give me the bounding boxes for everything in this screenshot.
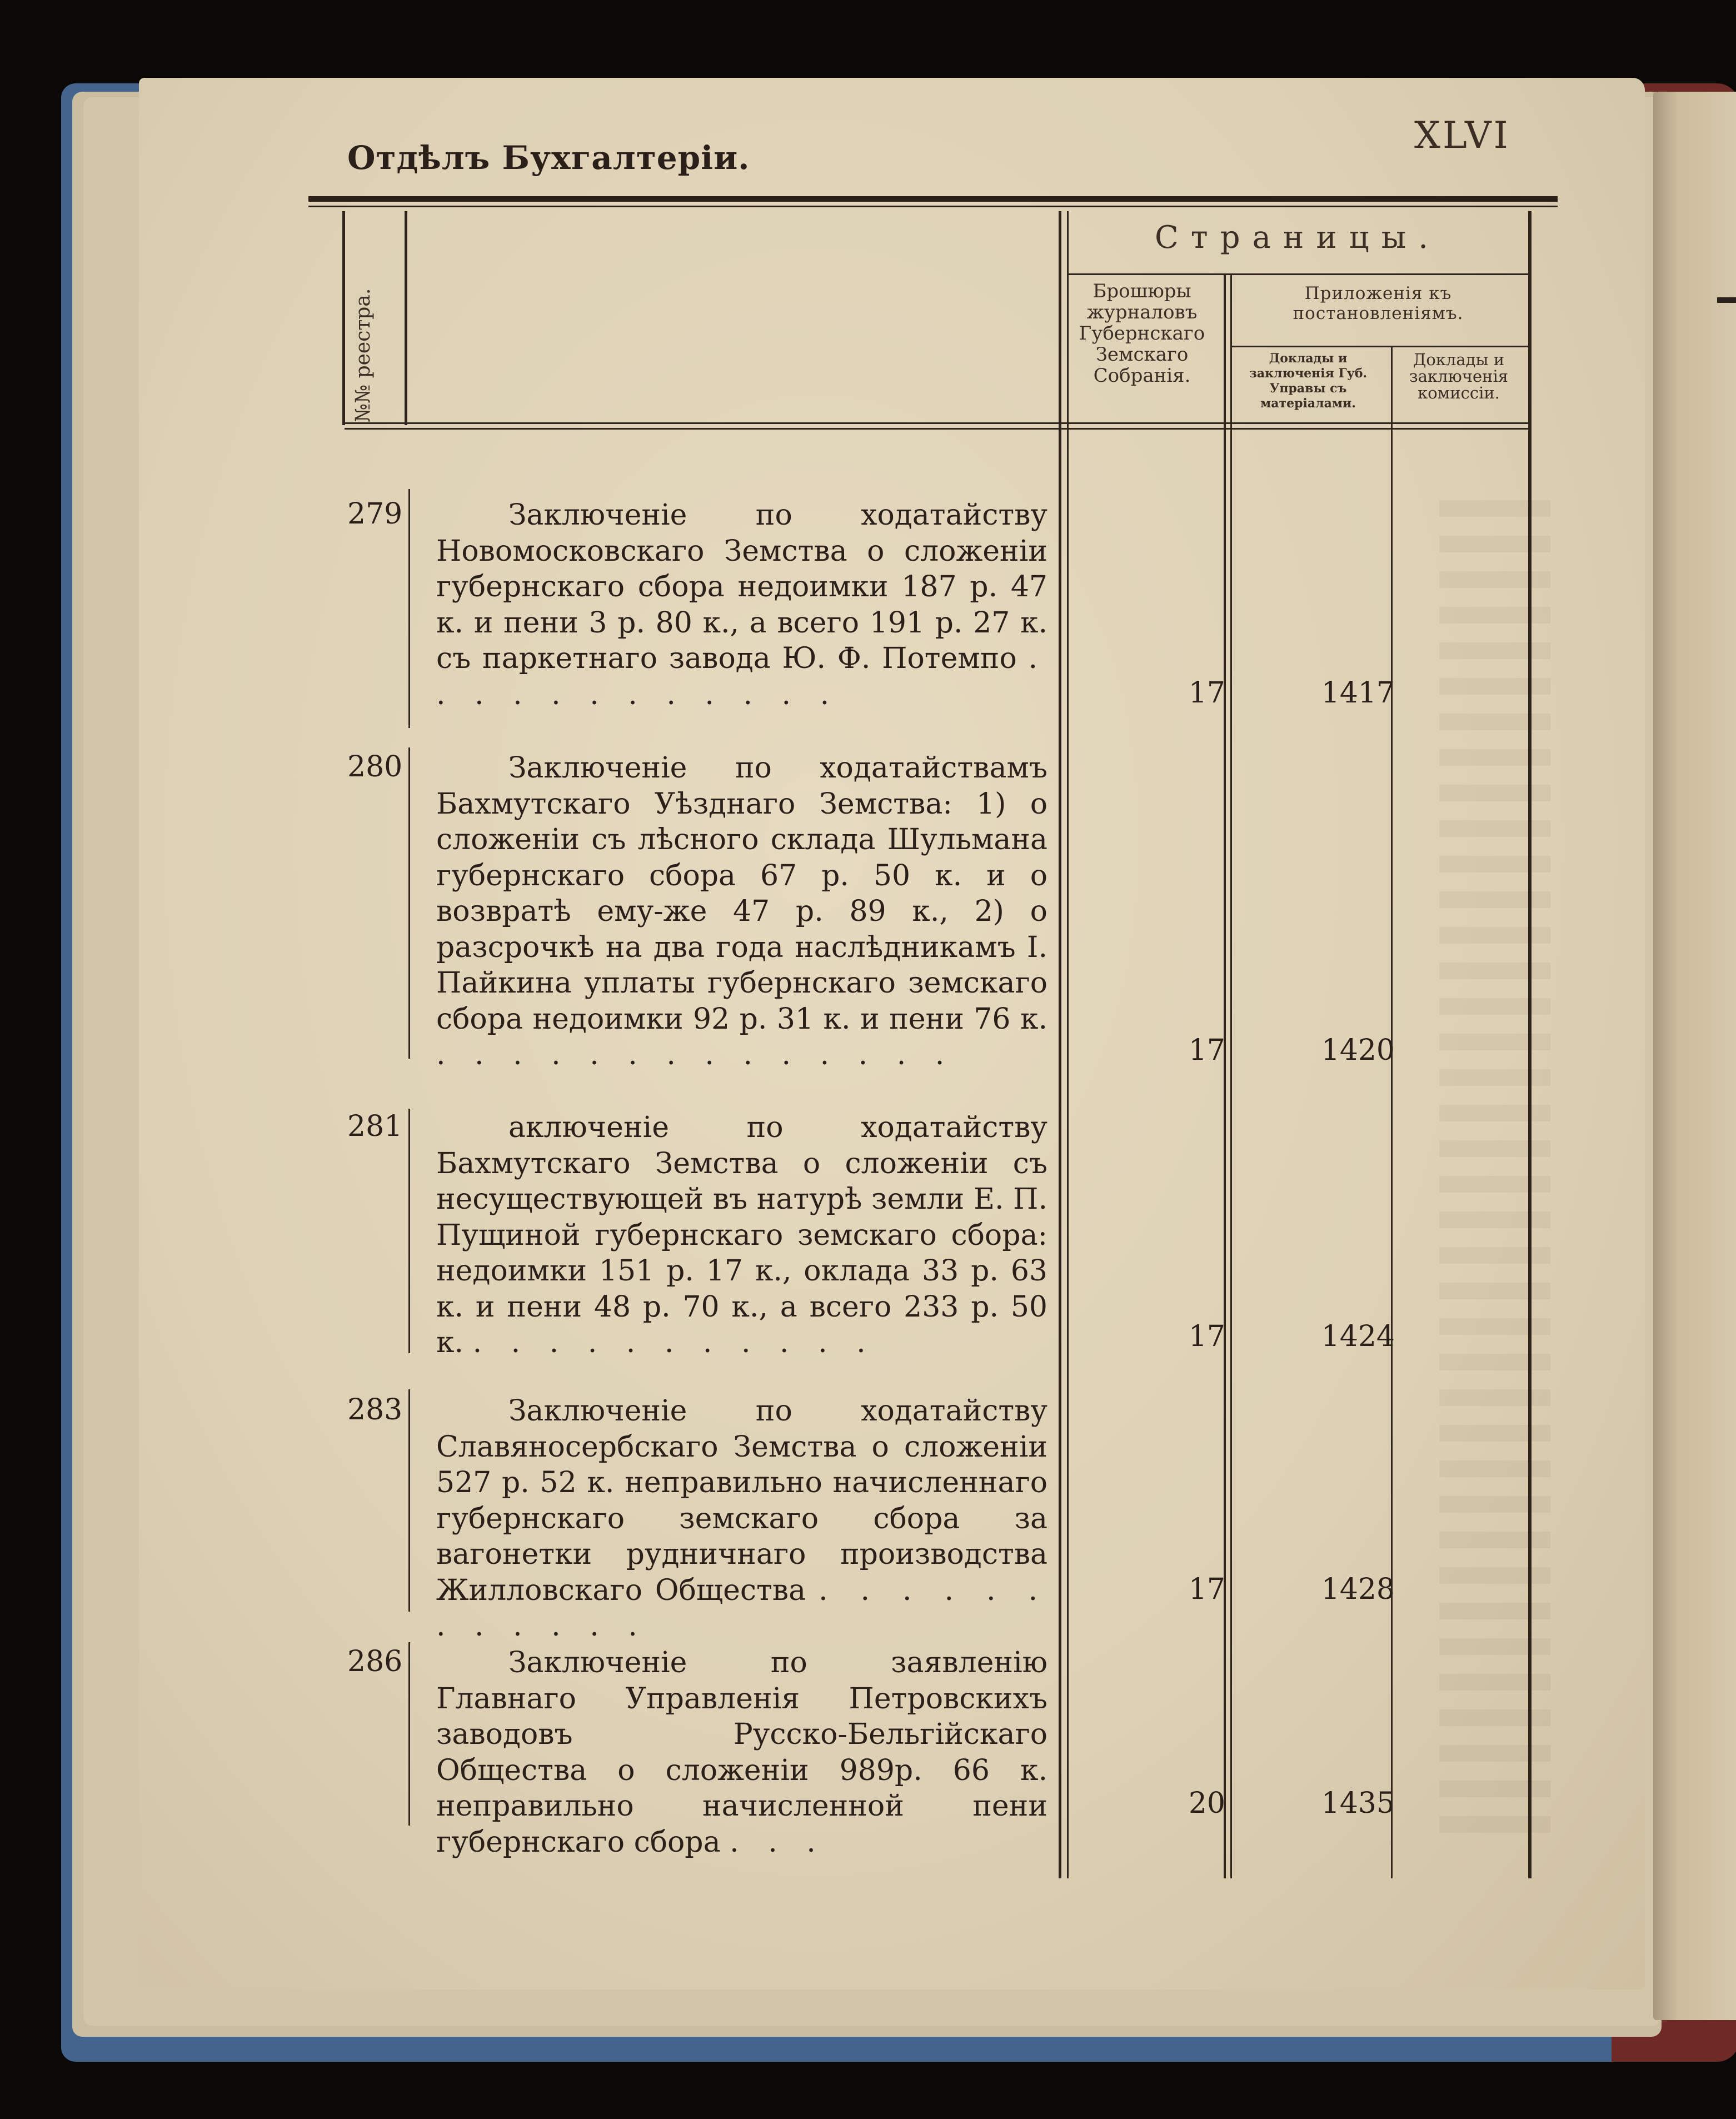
entry-description bbox=[436, 750, 1047, 1073]
header-divider-appendices bbox=[1231, 346, 1528, 347]
entry-leader-dots: . . . . . . . . . . . . . . bbox=[436, 1038, 955, 1071]
brochure-page: 17 bbox=[1188, 1320, 1225, 1353]
column-divider-brochures-double bbox=[1230, 275, 1232, 1878]
entry-number: 280 bbox=[347, 750, 403, 784]
entry-text: Заключеніе по ходатайствамъ Бахмутскаго Уѣзднаго Земства: 1) о сложеніи съ лѣсного склада Шульмана губернскаго сбора 67 р. 50 к. и о возвратѣ ему-же 47 р. 89 к., 2) о разсрочкѣ на два года наслѣдникамъ І. Пайкина уплаты губернскаго земскаго сбора недоимки 92 р. 31 к. и пени 76 к. bbox=[436, 751, 1047, 1036]
brochure-page: 17 bbox=[1188, 1034, 1225, 1067]
header-bottom-rule bbox=[345, 422, 1528, 424]
brochure-page: 20 bbox=[1188, 1787, 1225, 1820]
column-divider-brochures bbox=[1224, 275, 1226, 1878]
entry-leader-dots: . . . . . . . . . . . . bbox=[436, 642, 1047, 711]
appendix-page: 1420 bbox=[1321, 1034, 1395, 1067]
header-reports-uprava: Доклады и заключенія Губ. Управы съ матеріалами. bbox=[1249, 351, 1368, 411]
header-reports-commission: Доклады и заключенія комиссіи. bbox=[1409, 350, 1509, 402]
entry-leader-dots: . . . bbox=[730, 1825, 826, 1859]
header-bottom-rule-double bbox=[345, 428, 1528, 430]
page-number: XLVI bbox=[1414, 114, 1510, 157]
appendix-page: 1428 bbox=[1321, 1573, 1395, 1606]
running-head: Отдѣлъ Бухгалтеріи. bbox=[347, 139, 750, 177]
entry-description bbox=[436, 497, 1047, 712]
header-pages: Страницы. bbox=[1154, 220, 1441, 256]
entry-text: Заключеніе по ходатайству Славяносербскаго Земства о сложеніи 527 р. 52 к. неправильно начисленнаго губернскаго земскаго сбора за вагонетки рудничнаго производства Жилловскаго Общества bbox=[436, 1394, 1047, 1607]
show-through bbox=[1439, 500, 1550, 1834]
appendix-page: 1435 bbox=[1321, 1787, 1395, 1820]
column-divider-text bbox=[1059, 211, 1061, 1878]
entry-number-rule bbox=[408, 1642, 410, 1826]
entry-number-rule bbox=[408, 747, 410, 1059]
entry-number-rule bbox=[408, 1109, 410, 1353]
header-brochures: Брошюры журналовъ Губернскаго Земскаго Собранія. bbox=[1079, 280, 1205, 387]
header-appendices: Приложенія къ постановленіямъ. bbox=[1293, 283, 1464, 323]
entry-text: Заключеніе по ходатайству Новомосковскаго Земства о сложеніи губернскаго сбора недоимки 187 р. 47 к. и пени 3 р. 80 к., а всего 191 р. 27 к. съ паркетнаго завода Ю. Ф. Потемпо bbox=[436, 498, 1047, 675]
header-rule-thin bbox=[308, 206, 1558, 207]
facing-page-rule bbox=[1717, 297, 1736, 303]
entry-description bbox=[436, 1645, 1047, 1860]
header-divider-pages bbox=[1067, 273, 1528, 275]
entry-number-rule bbox=[408, 489, 410, 728]
column-divider-appendices bbox=[1391, 347, 1393, 1878]
header-rule-thick bbox=[308, 196, 1558, 202]
header-registry-number: №№ реестра. bbox=[352, 288, 375, 422]
facing-page bbox=[1653, 92, 1736, 2020]
column-divider-text-double bbox=[1067, 211, 1069, 1878]
entry-number: 286 bbox=[347, 1645, 403, 1678]
brochure-page: 17 bbox=[1188, 676, 1225, 710]
table-border-right bbox=[1528, 211, 1532, 1878]
entry-description bbox=[436, 1393, 1047, 1644]
entry-leader-dots: . . . . . . . . . . . . bbox=[436, 1573, 1048, 1643]
appendix-page: 1424 bbox=[1321, 1320, 1395, 1353]
entry-text: аключеніе по ходатайству Бахмутскаго Земства о сложеніи съ несуществующей въ натурѣ земли Е. П. Пущиной губернскаго земскаго сбора: недоимки 151 р. 17 к., оклада 33 р. 63 к. и пени 48 р. 70 к., а всего 233 р. 50 к. bbox=[436, 1111, 1047, 1359]
entry-number: 283 bbox=[347, 1393, 403, 1427]
entry-number: 279 bbox=[347, 497, 403, 531]
brochure-page: 17 bbox=[1188, 1573, 1225, 1606]
entry-leader-dots: . . . . . . . . . . . bbox=[472, 1326, 876, 1359]
entry-number: 281 bbox=[347, 1110, 403, 1143]
appendix-page: 1417 bbox=[1321, 676, 1395, 710]
table-border-left bbox=[342, 211, 345, 425]
column-divider-registry bbox=[405, 211, 407, 425]
entry-description bbox=[436, 1110, 1047, 1361]
entry-text: Заключеніе по заявленію Главнаго Управленія Петровскихъ заводовъ Русско-Бельгійскаго Общества о сложеніи 989р. 66 к. неправильно начисленной пени губернскаго сбора bbox=[436, 1646, 1047, 1859]
entry-number-rule bbox=[408, 1389, 410, 1612]
